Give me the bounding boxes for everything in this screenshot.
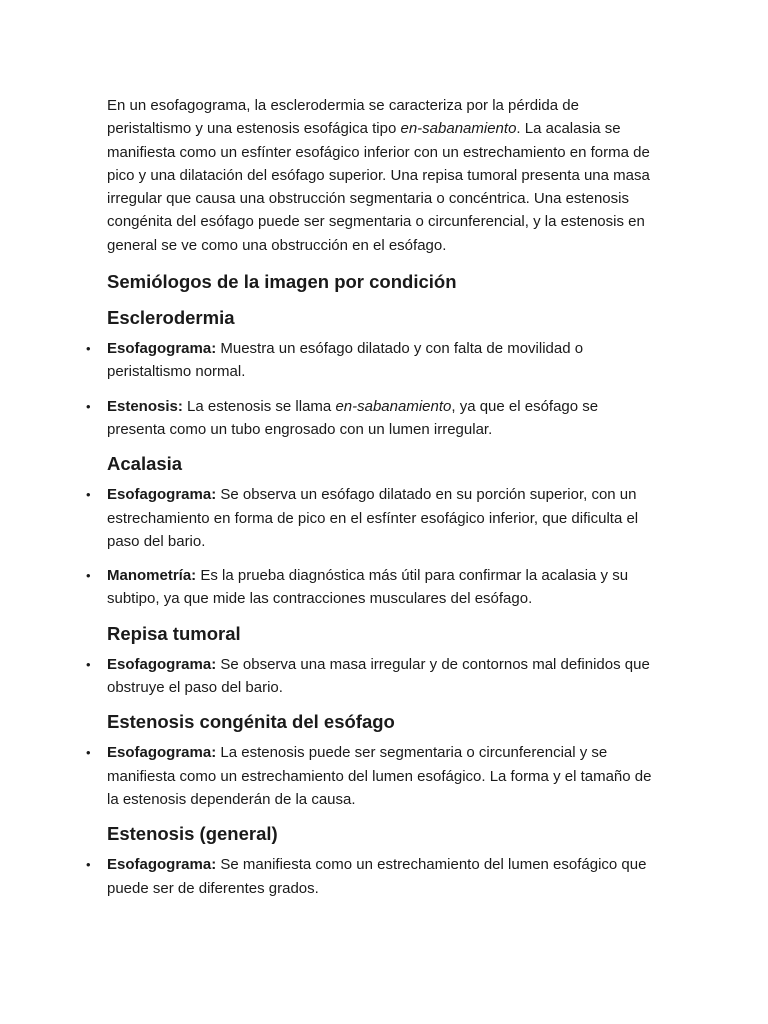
bullet-icon: •	[86, 568, 91, 584]
heading-esclerodermia: Esclerodermia	[107, 307, 235, 329]
item-label: Esofagograma:	[107, 856, 217, 874]
item-label: Esofagograma:	[107, 340, 217, 358]
intro-paragraph	[107, 94, 659, 257]
section-title: Semiólogos de la imagen por condición	[107, 271, 457, 293]
list-acalasia	[86, 483, 659, 610]
list-item	[86, 483, 659, 553]
item-label: Manometría:	[107, 567, 197, 585]
item-text: La estenosis se llama	[182, 397, 336, 415]
document-page	[86, 94, 659, 900]
bullet-icon: •	[86, 745, 91, 761]
bullet-icon: •	[86, 398, 91, 414]
bullet-icon: •	[86, 857, 91, 873]
heading-estenosis-general: Estenosis (general)	[107, 823, 278, 845]
list-estenosis-general	[86, 853, 659, 900]
item-text: Se observa un esófago dilatado en su porción superior, con un estrechamiento en forma de pico en el esfínter esofágico inferior, que dificulta el paso del bario.	[107, 486, 639, 550]
item-italic-term: en-sabanamiento	[335, 397, 452, 415]
list-item	[86, 653, 659, 700]
item-text: Se manifiesta como un estrechamiento del lumen esofágico que puede ser de diferentes grados.	[107, 856, 647, 897]
bullet-icon: •	[86, 487, 91, 503]
item-text: , ya que el esófago se presenta como un tubo engrosado con un lumen irregular.	[107, 397, 599, 438]
item-label: Esofagograma:	[107, 486, 217, 504]
heading-estenosis-congenita: Estenosis congénita del esófago	[107, 711, 395, 733]
item-label: Estenosis:	[107, 397, 183, 415]
item-label: Esofagograma:	[107, 655, 217, 673]
list-item	[86, 741, 659, 811]
intro-text-1: En un esofagograma, la esclerodermia se caracteriza por la pérdida de peristaltismo y una estenosis esofágica tipo	[107, 97, 579, 138]
list-item	[86, 853, 659, 900]
list-repisa-tumoral	[86, 653, 659, 700]
list-estenosis-congenita	[86, 741, 659, 811]
item-label: Esofagograma:	[107, 744, 217, 762]
intro-text-2: . La acalasia se manifiesta como un esfínter esofágico inferior con un estrechamiento en forma de pico y una dilatación del esófago superior. Una repisa tumoral presenta una masa irregular que causa una obstrucción segmentaria o concéntrica. Una estenosis congénita del esófago puede ser segmentaria o circunferencial, y la estenosis en general se ve como una obstrucción en el esófago.	[107, 120, 650, 254]
heading-acalasia: Acalasia	[107, 453, 183, 475]
item-text: Se observa una masa irregular y de contornos mal definidos que obstruye el paso del bario.	[107, 655, 650, 697]
bullet-icon: •	[86, 341, 91, 357]
list-item	[86, 337, 659, 384]
item-text: Es la prueba diagnóstica más útil para confirmar la acalasia y su subtipo, ya que mide las contracciones musculares del esófago.	[107, 567, 629, 608]
item-text: Muestra un esófago dilatado y con falta de movilidad o peristaltismo normal.	[107, 340, 584, 381]
item-text: La estenosis puede ser segmentaria o circunferencial y se manifiesta como un estrechamiento del lumen esofágico. La forma y el tamaño de la estenosis dependerán de la causa.	[107, 744, 652, 808]
list-item	[86, 564, 659, 611]
heading-repisa-tumoral: Repisa tumoral	[107, 622, 241, 644]
list-esclerodermia	[86, 337, 659, 441]
intro-italic-term: en-sabanamiento	[400, 120, 517, 138]
list-item	[86, 395, 659, 442]
bullet-icon: •	[86, 656, 91, 672]
